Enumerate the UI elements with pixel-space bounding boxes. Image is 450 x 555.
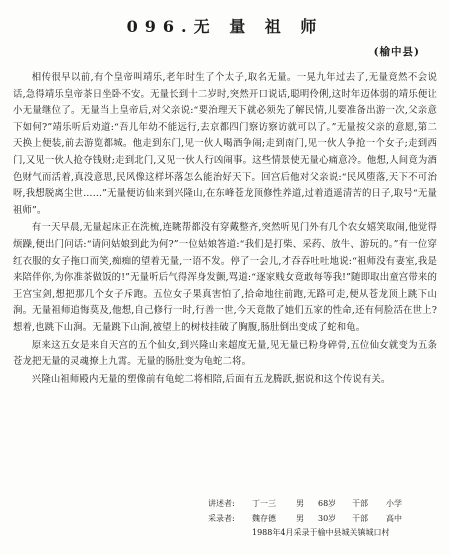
record-date-row <box>208 526 428 541</box>
paragraph-3: 原来这五女是来自天宫的五个仙女,到兴隆山来超度无量,见无量已粉身碎骨,五位仙女就变为五条苍龙把无量的灵魂撩上九霄。无量的肠肚变为龟蛇二将。 <box>13 339 437 368</box>
recorder-age: 30岁 <box>318 513 337 523</box>
paragraph-1: 相传很早以前,有个皇帝叫靖乐,老年时生了个太子,取名无量。一晃九年过去了,无量竟然不会说话,急得靖乐皇帝茶日坐卧不安。无量长到十二岁时,突然开口说话,聪明伶俐,这时年迈体弱的靖乐便让小无量继位了。无量当上皇帝后,对父亲说:“要治理天下就必须先了解民情,儿要准备出游一次,父亲意下如何?”靖乐听后劝道:“吾儿年幼不能远行,去京都四门察访察访就可以了。”无量按父亲的意愿,第二天换上便装,前去游览都城。他走到东门,见一伙人喝酒争闹;走到南门,见一伙人争抢一个女子;走到西门,又见一伙人抢夺钱财;走到北门,又见一伙人行凶闹事。这些情景使无量心痛意冷。他想,人间竟为酒色财气而活着,真没意思,民风像这样坏落怎么能治好天下。回宫后他对父亲说:“民风堕落,天下不可治呀,我想脱离尘世……”无量便访仙来到兴隆山,在东峰苍龙顶修性养道,过着逍遥清苦的日子,取号“无量祖师”。 <box>13 72 437 216</box>
narrator-education: 小学 <box>386 499 402 508</box>
paragraph-2: 有一天早晨,无量起床正在洗梳,连眺帮都没有穿戴整齐,突然听见门外有几个农女嬉笑取闹,他觉得烦躁,便出门问话:“请问姑娘到此为何?”一位姑娘答道:“我们是打柴、采药、放牛、游玩的。”有一位穿红衣服的女子拖口而笑,痴痴的望着无量,一语不发。停了一会儿,才吞吞吐吐地说:“祖师没有妻室,我是来陪伴你,为你准茶做饭的!”无量听后气得浑身发颤,骂道:“逐家贱女竟敢每等我!”随即取出童宫带来的王宫宝剑,想把那几个女子斥跑。五位女子果真害怕了,拾命地往前跑,无路可走,便从苍龙顶上跳下山涧。无量祖师追悔莫及,他想,自己修行一时,行善一世,今天竟散了她们五家的性命,还有何脸活在世上?想着,也跳下山涧。无量跳下山涧,被望上的树枝挂破了胸腹,肠肚倒出变成了蛇和龟。 <box>13 222 437 333</box>
narrator-job: 干部 <box>352 499 368 508</box>
recorder-name: 魏存德 <box>252 513 276 523</box>
narrator-name: 丁一三 <box>252 499 276 508</box>
paragraph-4: 兴隆山祖师殿内无量的塑像前有龟蛇二将相陪,后面有五龙腾跃,据说和这个传说有关。 <box>31 373 391 385</box>
recorder-education: 高中 <box>386 513 402 523</box>
recorder-label: 采录者: <box>208 513 235 523</box>
recorder-row <box>208 512 428 527</box>
narrator-row <box>208 497 428 512</box>
narrator-label: 讲述者: <box>208 499 235 508</box>
record-footer <box>208 497 428 541</box>
county-label: (榆中县) <box>373 46 420 58</box>
story-body <box>13 70 437 389</box>
recorder-job: 干部 <box>352 513 368 523</box>
story-title: 096.无 量 祖 师 <box>126 17 324 36</box>
record-date-note: 1988年4月采录于榆中县城关镇城口村 <box>252 528 390 537</box>
narrator-age: 68岁 <box>318 499 337 508</box>
recorder-sex: 男 <box>296 513 304 523</box>
narrator-sex: 男 <box>296 499 304 508</box>
